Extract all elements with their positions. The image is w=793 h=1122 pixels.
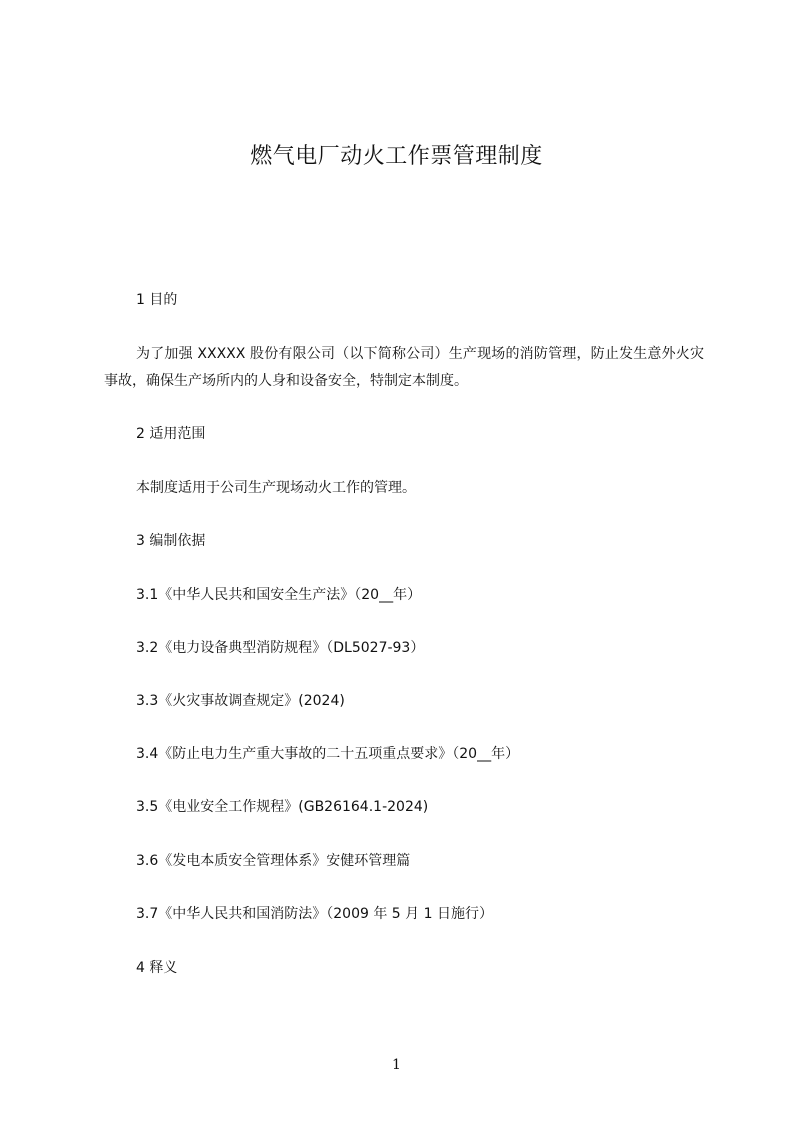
section-heading-basis: 3 编制依据	[136, 533, 206, 549]
document-title: 燃气电厂动火工作票管理制度	[250, 144, 543, 169]
page-number: 1	[392, 1057, 401, 1073]
reference-item: 3.5《电业安全工作规程》(GB26164.1-2024)	[136, 799, 429, 815]
reference-item: 3.4《防止电力生产重大事故的二十五项重点要求》（20__年）	[136, 746, 520, 762]
reference-item: 3.2《电力设备典型消防规程》（DL5027-93）	[136, 640, 425, 656]
section-heading-scope: 2 适用范围	[136, 426, 206, 442]
scope-text: 本制度适用于公司生产现场动火工作的管理。	[136, 480, 416, 496]
reference-item: 3.1《中华人民共和国安全生产法》（20__年）	[136, 587, 422, 603]
section-heading-definitions: 4 释义	[136, 960, 178, 976]
section-heading-purpose: 1 目的	[136, 292, 178, 308]
reference-item: 3.3《火灾事故调查规定》(2024)	[136, 693, 345, 709]
reference-item: 3.6《发电本质安全管理体系》安健环管理篇	[136, 853, 411, 869]
reference-item: 3.7《中华人民共和国消防法》（2009 年 5 月 1 日施行）	[136, 906, 493, 922]
purpose-paragraph: 为了加强 XXXXX 股份有限公司（以下简称公司）生产现场的消防管理，防止发生意外火灾事故，确保生产场所内的人身和设备安全，特制定本制度。	[104, 346, 704, 389]
